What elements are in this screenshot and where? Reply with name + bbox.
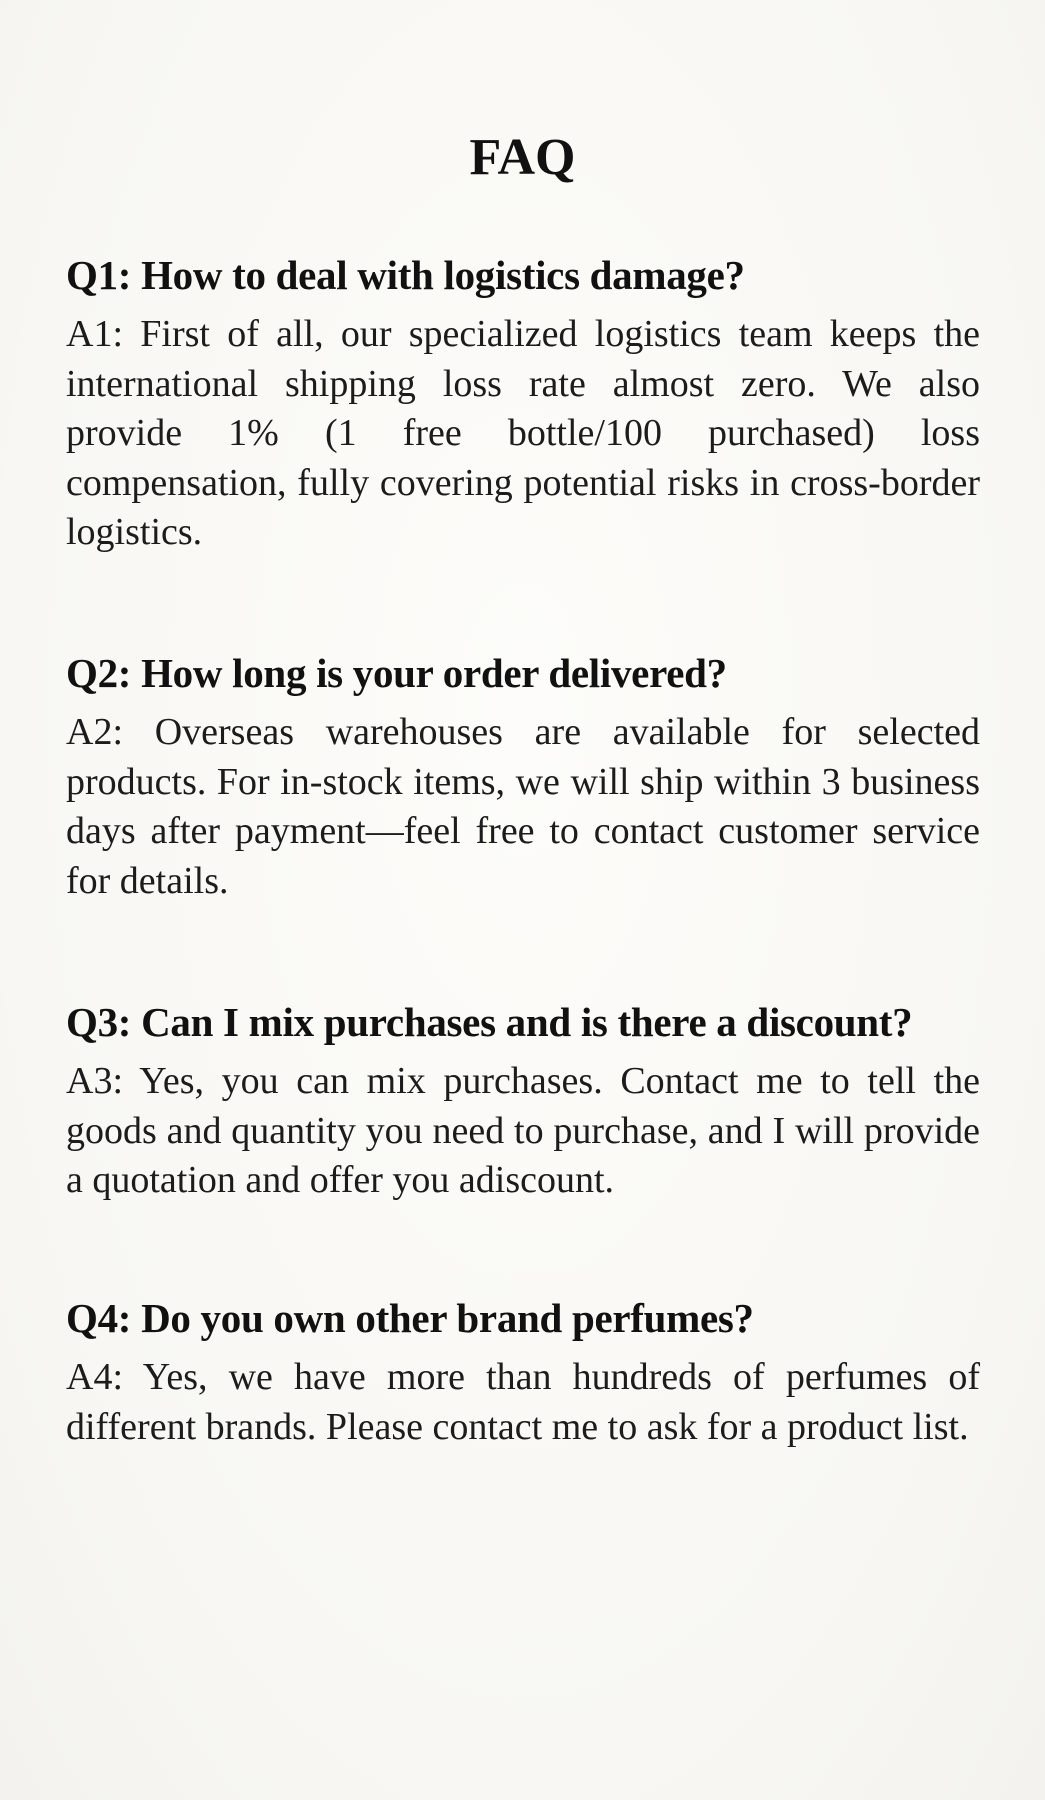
faq-item [66,648,980,906]
faq-question: Q4: Do you own other brand perfumes? [66,1295,754,1341]
faq-question: Q1: How to deal with logistics damage? [66,252,745,298]
faq-answer: A2: Overseas warehouses are available for selected products. For in-stock items, we will ship within 3 business days after payment—feel free to contact customer service for details. [66,711,980,902]
faq-answer: A1: First of all, our specialized logistics team keeps the international shipping loss rate almost zero. We also provide 1% (1 free bottle/100 purchased) loss compensation, fully covering potential risks in cross-border logistics. [66,313,980,553]
faq-question: Q3: Can I mix purchases and is there a discount? [66,999,913,1045]
page-title: FAQ [469,129,576,186]
faq-item [66,1293,980,1452]
faq-item [66,997,980,1206]
faq-question: Q2: How long is your order delivered? [66,650,727,696]
faq-answer: A3: Yes, you can mix purchases. Contact me to tell the goods and quantity you need to purchase, and I will provide a quotation and offer you adiscount. [66,1060,980,1201]
faq-item [66,250,980,558]
faq-answer: A4: Yes, we have more than hundreds of perfumes of different brands. Please contact me to ask for a product list. [66,1356,980,1448]
